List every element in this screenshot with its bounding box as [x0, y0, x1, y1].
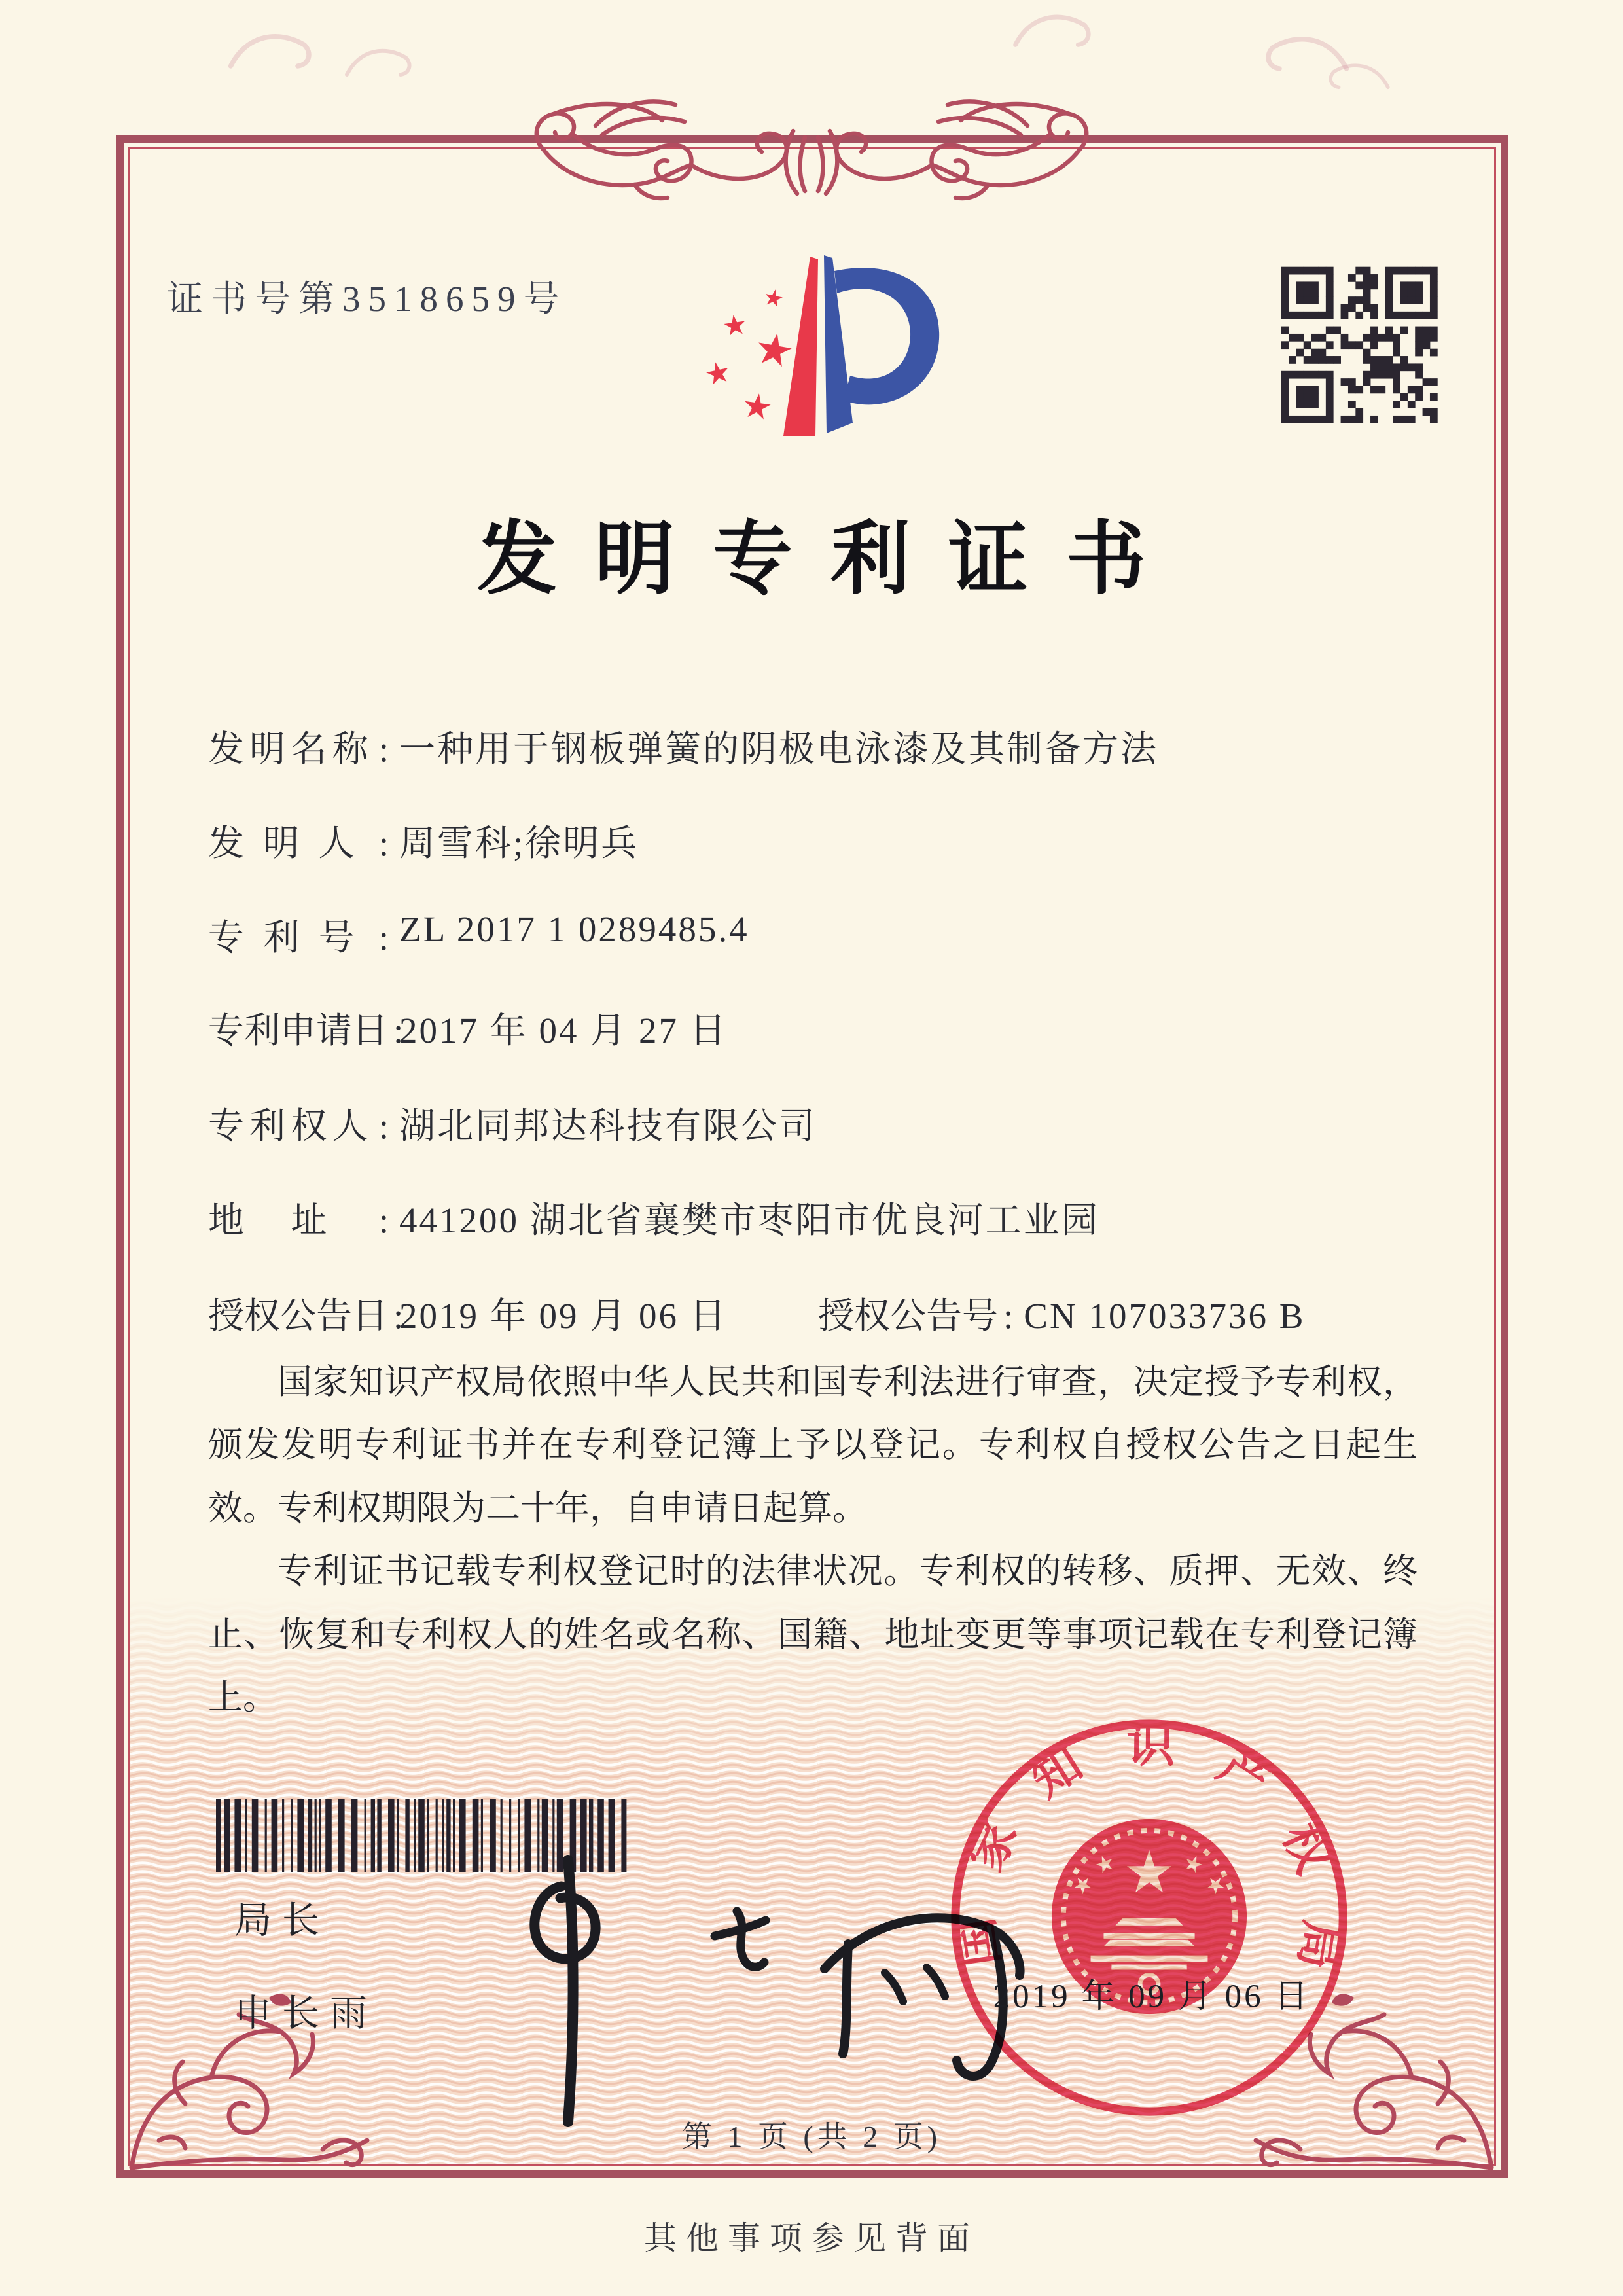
field-patentee	[208, 1097, 817, 1149]
field-label: 专利号 :	[208, 908, 399, 960]
cnipa-logo-icon	[677, 228, 952, 457]
field-label: 地址 :	[208, 1191, 399, 1243]
field-value: 2019 年 09 月 06 日	[399, 1296, 728, 1336]
dragon-ornament	[497, 89, 1126, 207]
field-label: 专利权人 :	[208, 1097, 399, 1149]
field-value: CN 107033736 B	[1024, 1296, 1306, 1336]
legal-text	[208, 1351, 1418, 1730]
qr-code-icon	[1277, 263, 1441, 427]
field-value: 湖北同邦达科技有限公司	[399, 1106, 817, 1146]
field-invention-name	[208, 720, 1158, 772]
field-value: 周雪科;徐明兵	[399, 823, 639, 863]
showthrough-ornament	[223, 24, 321, 76]
field-inventor	[208, 814, 639, 866]
field-label: 授权公告号 :	[818, 1296, 1024, 1336]
showthrough-ornament	[340, 41, 419, 82]
field-value: ZL 2017 1 0289485.4	[399, 909, 749, 949]
field-filing-date	[208, 1001, 728, 1053]
legal-paragraph-1: 国家知识产权局依照中华人民共和国专利法进行审查，决定授予专利权，颁发发明专利证书并在专利登记簿上予以登记。专利权自授权公告之日起生效。专利权期限为二十年，自申请日起算。	[208, 1363, 1418, 1528]
field-label: 专利申请日 :	[208, 1001, 399, 1053]
official-seal	[941, 1710, 1357, 2126]
director-name-label: 申长雨	[234, 1993, 378, 2034]
field-address	[208, 1191, 1099, 1243]
field-label: 授权公告日 :	[208, 1287, 399, 1338]
showthrough-ornament	[1008, 7, 1099, 52]
field-value: 一种用于钢板弹簧的阴极电泳漆及其制备方法	[399, 729, 1159, 769]
showthrough-ornament	[1322, 56, 1394, 94]
legal-paragraph-2: 专利证书记载专利权登记时的法律状况。专利权的转移、质押、无效、终止、恢复和专利权人的姓名或名称、国籍、地址变更等事项记载在专利登记簿上。	[208, 1552, 1418, 1717]
field-value: 441200 湖北省襄樊市枣阳市优良河工业园	[399, 1200, 1099, 1240]
field-label: 发明名称 :	[208, 720, 399, 772]
certificate-number: 证书号第3518659号	[167, 279, 567, 319]
field-grant-row	[208, 1287, 1306, 1338]
page-number: 第 1 页 (共 2 页)	[681, 2120, 942, 2153]
certificate-title: 发明专利证书	[477, 516, 1184, 604]
field-grant-number	[818, 1287, 1305, 1338]
field-patent-number	[208, 908, 749, 960]
field-value: 2017 年 04 月 27 日	[399, 1011, 728, 1050]
field-label: 发明人 :	[208, 814, 399, 866]
seal-text: 国家知识产权局	[948, 1717, 1350, 1973]
director-title-label: 局长	[234, 1900, 330, 1941]
seal-date: 2019 年 09 月 06 日	[993, 1979, 1311, 2015]
back-side-note: 其他事项参见背面	[644, 2220, 979, 2257]
